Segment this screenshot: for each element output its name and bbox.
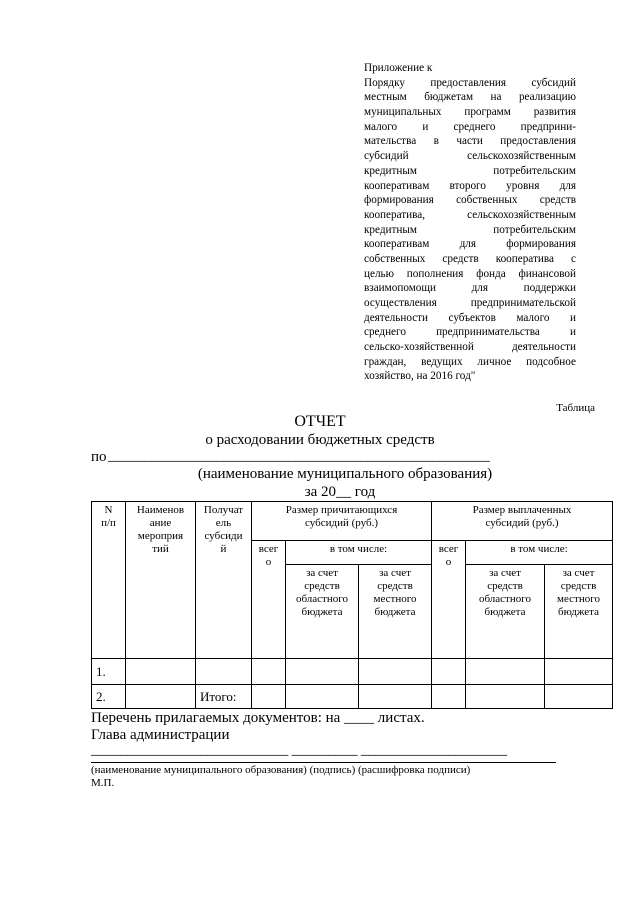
head-of-administration: Глава администрации bbox=[91, 727, 230, 743]
appendix-line: хозяйство, на 2016 год" bbox=[364, 370, 476, 383]
header-text: за счет bbox=[489, 567, 521, 579]
row-label bbox=[196, 659, 252, 685]
header-text: Получат bbox=[203, 504, 244, 516]
header-text: местного bbox=[557, 593, 600, 605]
header-due-total bbox=[252, 541, 286, 659]
header-text: субсиди bbox=[204, 530, 243, 542]
appendix-line: мательства в части предоставления bbox=[364, 135, 576, 148]
header-text: й bbox=[220, 543, 227, 555]
header-text: за счет bbox=[379, 567, 411, 579]
appendix-line: местным бюджетам на реализацию bbox=[364, 91, 576, 104]
header-text: N bbox=[104, 504, 113, 516]
header-text: областного bbox=[478, 593, 531, 605]
appendix-line: кредитным потребительским bbox=[364, 164, 576, 177]
appendix-line: муниципальных программ развития bbox=[364, 106, 576, 119]
header-paid-regional bbox=[466, 565, 545, 659]
appendix-block bbox=[364, 61, 576, 384]
header-text: средств bbox=[377, 580, 413, 592]
signature-line: ___________________________ _________ ____________________ bbox=[91, 742, 507, 758]
report-subtitle: о расходовании бюджетных средств bbox=[205, 432, 435, 448]
appendix-line: малого и среднего предприни- bbox=[364, 120, 576, 133]
header-text: ание bbox=[149, 517, 172, 529]
header-text: п/п bbox=[101, 517, 116, 529]
table-row bbox=[92, 659, 613, 685]
by-label: по bbox=[91, 449, 107, 465]
appendix-line: осуществления предпринимательской bbox=[364, 297, 576, 309]
appendix-line: кооперативам для формирования bbox=[364, 238, 576, 251]
appendix-line: кооперативам второго уровня для bbox=[364, 179, 576, 192]
header-text: бюджета bbox=[301, 606, 343, 618]
header-recipient bbox=[196, 502, 252, 659]
report-year: за 20__ год bbox=[304, 484, 376, 500]
header-paid-including: в том числе: bbox=[466, 541, 613, 565]
header-text: всег bbox=[258, 543, 279, 555]
header-text: средств bbox=[487, 580, 523, 592]
municipality-line: _____________________________________________________ bbox=[108, 448, 490, 464]
appendix-line: целью пополнения фонда финансовой bbox=[364, 267, 576, 280]
signature-caption: (наименование муниципального образования) (подпись) (расшифровка подписи) bbox=[91, 764, 471, 776]
appendix-line: деятельности субъектов малого и bbox=[364, 311, 576, 324]
row-number: 2. bbox=[92, 685, 126, 709]
header-text: субсидий (руб.) bbox=[305, 517, 378, 529]
appendix-line: сельско-хозяйственной деятельности bbox=[364, 341, 576, 354]
row-label-total: Итого: bbox=[196, 685, 252, 709]
appendix-line: субсидий сельскохозяйственным bbox=[364, 150, 576, 163]
appendix-line: граждан, ведущих личное подсобное bbox=[364, 355, 576, 368]
header-due-subsidies bbox=[252, 502, 432, 541]
header-due-including: в том числе: bbox=[286, 541, 432, 565]
appendix-line: Порядку предоставления субсидий bbox=[364, 76, 576, 89]
appendix-line: Приложение к bbox=[364, 62, 433, 74]
header-text: средств bbox=[304, 580, 340, 592]
header-text: Размер причитающихся bbox=[285, 504, 398, 516]
header-text: бюджета bbox=[374, 606, 416, 618]
documents-list-line: Перечень прилагаемых документов: на ____ листах. bbox=[91, 710, 425, 726]
header-paid-subsidies bbox=[432, 502, 613, 541]
header-text: местного bbox=[373, 593, 417, 605]
header-due-regional bbox=[286, 565, 359, 659]
report-title: ОТЧЕТ bbox=[294, 413, 346, 430]
header-text: Наименов bbox=[136, 504, 185, 516]
header-num bbox=[92, 502, 126, 659]
header-text: средств bbox=[560, 580, 597, 592]
divider-line bbox=[91, 762, 556, 763]
table-row bbox=[92, 685, 613, 709]
header-paid-local bbox=[545, 565, 613, 659]
header-text: мероприя bbox=[137, 530, 184, 542]
report-table bbox=[91, 501, 613, 709]
header-text: областного bbox=[295, 593, 348, 605]
header-text: тий bbox=[152, 543, 169, 555]
header-event-name bbox=[126, 502, 196, 659]
header-text: бюджета bbox=[557, 606, 599, 618]
header-text: за счет bbox=[306, 567, 338, 579]
header-paid-total bbox=[432, 541, 466, 659]
row-number: 1. bbox=[92, 659, 126, 685]
municipality-caption: (наименование муниципального образования) bbox=[197, 466, 493, 482]
header-due-local bbox=[359, 565, 432, 659]
header-text: о bbox=[445, 556, 452, 568]
header-text: за счет bbox=[562, 567, 595, 579]
header-text: о bbox=[265, 556, 272, 568]
table-label: Таблица bbox=[556, 402, 595, 414]
appendix-line: собственных средств кооператива с bbox=[364, 252, 576, 265]
appendix-line: взаимопомощи для поддержки bbox=[364, 282, 576, 295]
header-text: ель bbox=[215, 517, 232, 529]
appendix-line: кредитным потребительским bbox=[364, 223, 576, 236]
header-text: субсидий (руб.) bbox=[485, 517, 559, 529]
appendix-line: формирования собственных средств bbox=[364, 194, 576, 207]
header-text: Размер выплаченных bbox=[472, 504, 572, 516]
header-text: всег bbox=[438, 543, 459, 555]
appendix-line: кооператива, сельскохозяйственным bbox=[364, 208, 576, 221]
header-text: бюджета bbox=[484, 606, 526, 618]
stamp-label: М.П. bbox=[91, 777, 115, 789]
appendix-line: среднего предпринимательства и bbox=[364, 326, 576, 339]
